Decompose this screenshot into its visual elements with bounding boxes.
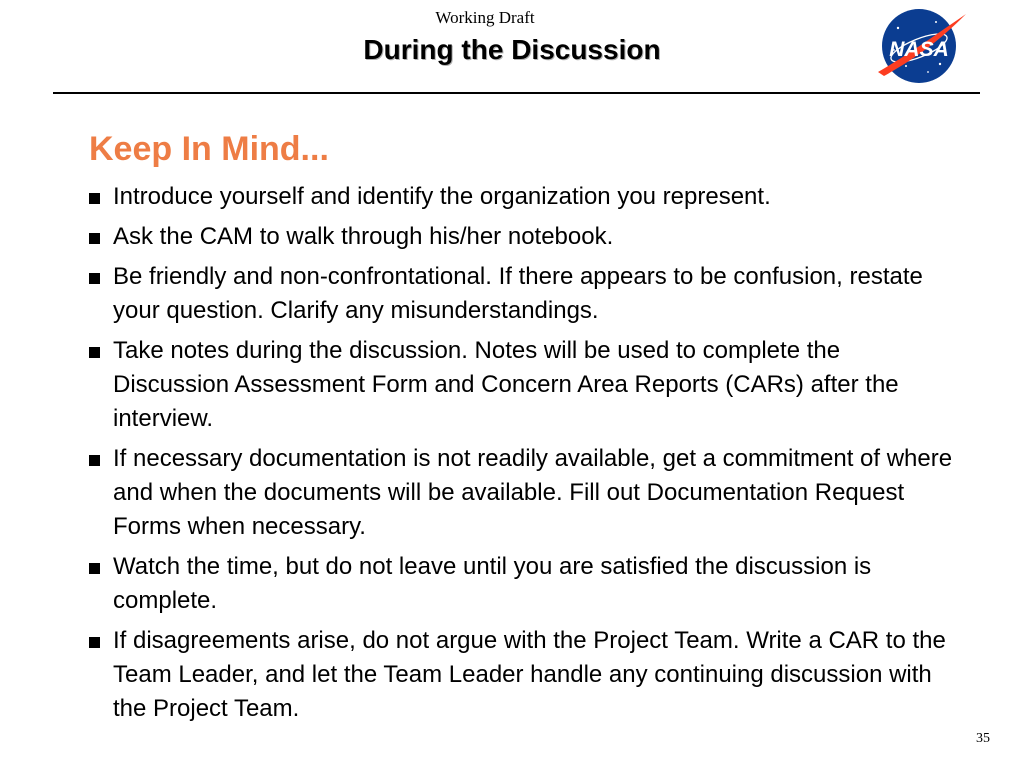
square-bullet-icon	[89, 455, 100, 466]
bullet-text: Take notes during the discussion. Notes will be used to complete the Discussion Assessment Form and Concern Area Reports (CARs) after the interview.	[113, 337, 899, 432]
slide-title	[0, 34, 1024, 66]
square-bullet-icon	[89, 563, 100, 574]
bullet-text: Ask the CAM to walk through his/her notebook.	[113, 223, 614, 250]
bullet-item	[86, 334, 956, 436]
draft-label: Working Draft	[435, 8, 535, 27]
bullet-list	[86, 180, 956, 732]
page-number: 35	[976, 731, 990, 746]
square-bullet-icon	[89, 347, 100, 358]
square-bullet-icon	[89, 637, 100, 648]
bullet-item	[86, 260, 956, 328]
bullet-item	[86, 442, 956, 544]
bullet-text: If disagreements arise, do not argue with the Project Team. Write a CAR to the Team Leader, and let the Team Leader handle any continuing discussion with the Project Team.	[113, 627, 946, 722]
bullet-item	[86, 550, 956, 618]
bullet-item	[86, 180, 956, 214]
section-heading: Keep In Mind...	[89, 130, 329, 168]
bullet-text: Be friendly and non-confrontational. If there appears to be confusion, restate your question. Clarify any misunderstandings.	[113, 263, 923, 324]
bullet-item	[86, 220, 956, 254]
bullet-text: If necessary documentation is not readily available, get a commitment of where and when the documents will be available. Fill out Documentation Request Forms when necessary.	[113, 445, 953, 540]
bullet-item	[86, 624, 956, 726]
nasa-logo-text: NASA	[889, 38, 949, 61]
nasa-logo	[876, 6, 968, 86]
square-bullet-icon	[89, 233, 100, 244]
slide-title-text: During the Discussion	[363, 34, 661, 65]
bullet-text: Watch the time, but do not leave until you are satisfied the discussion is complete.	[113, 553, 872, 614]
square-bullet-icon	[89, 193, 100, 204]
bullet-text: Introduce yourself and identify the organization you represent.	[113, 183, 771, 210]
header-divider	[53, 92, 980, 94]
square-bullet-icon	[89, 273, 100, 284]
